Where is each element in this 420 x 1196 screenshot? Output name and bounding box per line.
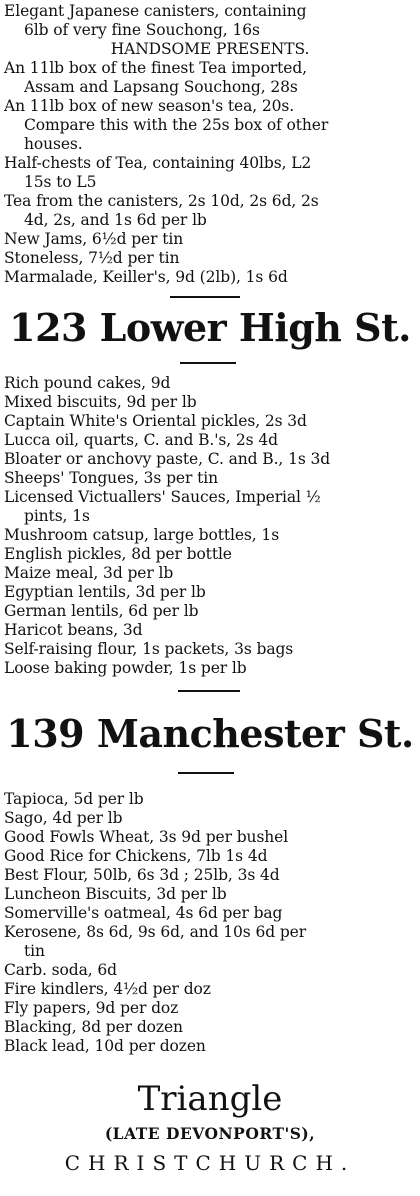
ad-line: tin: [24, 942, 45, 960]
ad-line: Compare this with the 25s box of other: [24, 116, 329, 134]
ad-line: Lucca oil, quarts, C. and B.'s, 2s 4d: [4, 431, 278, 449]
ad-line: Mixed biscuits, 9d per lb: [4, 393, 197, 411]
ad-line: 4d, 2s, and 1s 6d per lb: [24, 211, 207, 229]
ad-line: Half-chests of Tea, containing 40lbs, L2: [4, 154, 312, 172]
ad-line: Stoneless, 7½d per tin: [4, 249, 180, 267]
ad-line: Marmalade, Keiller's, 9d (2lb), 1s 6d: [4, 268, 288, 286]
ad-line: An 11lb box of the finest Tea imported,: [4, 59, 307, 77]
store-name: Triangle: [137, 1079, 283, 1119]
ad-line: Best Flour, 50lb, 6s 3d ; 25lb, 3s 4d: [4, 866, 280, 884]
ad-line: Self-raising flour, 1s packets, 3s bags: [4, 640, 294, 658]
ad-line: Elegant Japanese canisters, containing: [4, 2, 307, 20]
divider: [170, 296, 240, 298]
store-note: (LATE DEVONPORT'S),: [104, 1124, 316, 1143]
ad-line: Haricot beans, 3d: [4, 621, 143, 639]
divider: [180, 362, 236, 364]
ad-line: Rich pound cakes, 9d: [4, 374, 171, 392]
ad-line: Kerosene, 8s 6d, 9s 6d, and 10s 6d per: [4, 923, 307, 941]
ad-line: houses.: [24, 135, 83, 153]
address-heading: 139 Manchester St.: [6, 711, 414, 756]
ad-line: German lentils, 6d per lb: [4, 602, 199, 620]
ad-line: Good Rice for Chickens, 7lb 1s 4d: [4, 847, 268, 865]
ad-line: Fire kindlers, 4½d per doz: [4, 980, 211, 998]
ad-line: Carb. soda, 6d: [4, 961, 117, 979]
ad-line: Licensed Victuallers' Sauces, Imperial ½: [4, 488, 321, 506]
ad-line: pints, 1s: [24, 507, 90, 525]
ad-line: Tapioca, 5d per lb: [4, 790, 144, 808]
ad-line: Captain White's Oriental pickles, 2s 3d: [4, 412, 307, 430]
ad-line: An 11lb box of new season's tea, 20s.: [4, 97, 295, 115]
ad-line: New Jams, 6½d per tin: [4, 230, 184, 248]
ad-line: Good Fowls Wheat, 3s 9d per bushel: [4, 828, 289, 846]
ad-line: Mushroom catsup, large bottles, 1s: [4, 526, 280, 544]
ad-line: Sago, 4d per lb: [4, 809, 123, 827]
ad-line: English pickles, 8d per bottle: [4, 545, 232, 563]
ad-line: Sheeps' Tongues, 3s per tin: [4, 469, 218, 487]
ad-line: Somerville's oatmeal, 4s 6d per bag: [4, 904, 283, 922]
ad-line: Blacking, 8d per dozen: [4, 1018, 183, 1036]
ad-line: 6lb of very fine Souchong, 16s: [24, 21, 260, 39]
ad-line: Maize meal, 3d per lb: [4, 564, 174, 582]
divider: [178, 772, 234, 774]
ad-line: Assam and Lapsang Souchong, 28s: [24, 78, 298, 96]
ad-line: Fly papers, 9d per doz: [4, 999, 179, 1017]
ad-line: Luncheon Biscuits, 3d per lb: [4, 885, 227, 903]
store-city: CHRISTCHURCH.: [64, 1151, 356, 1175]
ad-line: Loose baking powder, 1s per lb: [4, 659, 247, 677]
ad-line: Tea from the canisters, 2s 10d, 2s 6d, 2s: [4, 192, 319, 210]
ad-line: Bloater or anchovy paste, C. and B., 1s 3d: [4, 450, 331, 468]
address-heading: 123 Lower High St.: [9, 305, 411, 350]
ad-subheading: HANDSOME PRESENTS.: [110, 40, 310, 58]
divider: [178, 690, 240, 692]
ad-line: Egyptian lentils, 3d per lb: [4, 583, 206, 601]
ad-line: 15s to L5: [24, 173, 97, 191]
ad-line: Black lead, 10d per dozen: [4, 1037, 206, 1055]
